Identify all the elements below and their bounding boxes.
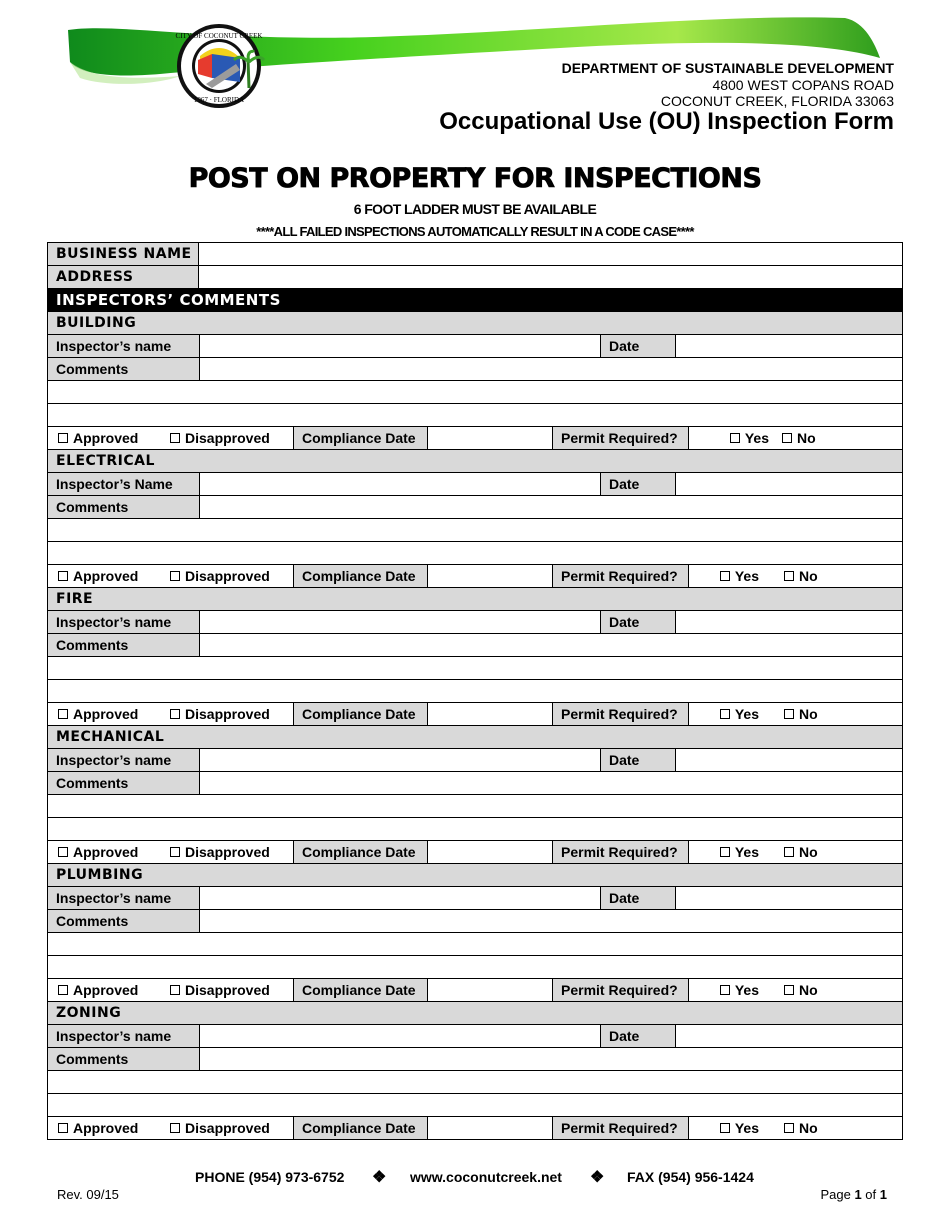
permit-yes-checkbox[interactable] xyxy=(689,427,769,449)
permit-no-checkbox[interactable] xyxy=(759,565,818,587)
checkbox-icon xyxy=(720,1123,730,1133)
section-title: ZONING xyxy=(56,1005,122,1021)
date-label: Date xyxy=(601,749,676,771)
checkbox-icon xyxy=(720,709,730,719)
section-header-fire xyxy=(48,587,902,610)
comments-line[interactable] xyxy=(48,679,902,702)
checkbox-icon xyxy=(784,847,794,857)
inspector-row xyxy=(48,1024,902,1047)
comments-label: Comments xyxy=(48,1048,200,1070)
revision-label: Rev. 09/15 xyxy=(57,1187,119,1202)
disapproved-label: Disapproved xyxy=(185,982,270,998)
disapproved-label: Disapproved xyxy=(185,844,270,860)
checkbox-icon xyxy=(170,847,180,857)
approved-label: Approved xyxy=(73,844,139,860)
disapproved-checkbox[interactable] xyxy=(160,979,294,1001)
inspector-name-label: Inspector’s name xyxy=(48,1025,200,1047)
comments-field[interactable] xyxy=(200,634,902,656)
date-field[interactable] xyxy=(676,1025,902,1047)
section-header-mechanical xyxy=(48,725,902,748)
comments-label: Comments xyxy=(48,634,200,656)
approved-checkbox[interactable] xyxy=(48,703,160,725)
status-row xyxy=(48,978,902,1001)
comments-line[interactable] xyxy=(48,932,902,955)
comments-row xyxy=(48,909,902,932)
footer-website[interactable]: www.coconutcreek.net xyxy=(410,1169,562,1185)
comments-row xyxy=(48,495,902,518)
compliance-date-label: Compliance Date xyxy=(294,841,428,863)
approved-label: Approved xyxy=(73,568,139,584)
main-title: POST ON PROPERTY FOR INSPECTIONS xyxy=(188,163,762,194)
compliance-date-label: Compliance Date xyxy=(294,427,428,449)
footer-phone: PHONE (954) 973-6752 xyxy=(195,1169,345,1185)
inspector-row xyxy=(48,886,902,909)
inspector-name-label: Inspector’s name xyxy=(48,611,200,633)
disapproved-label: Disapproved xyxy=(185,430,270,446)
address-line-1: 4800 WEST COPANS ROAD xyxy=(712,76,894,93)
checkbox-icon xyxy=(58,571,68,581)
no-label: No xyxy=(799,982,818,998)
date-field[interactable] xyxy=(676,473,902,495)
date-label: Date xyxy=(601,335,676,357)
page-of: of xyxy=(861,1187,880,1202)
inspector-name-field[interactable] xyxy=(200,473,601,495)
failed-inspection-warning: ****ALL FAILED INSPECTIONS AUTOMATICALLY RESULT IN A CODE CASE**** xyxy=(256,224,694,239)
comments-line[interactable] xyxy=(48,541,902,564)
address-field[interactable] xyxy=(199,266,902,288)
checkbox-icon xyxy=(170,709,180,719)
permit-no-checkbox[interactable] xyxy=(759,841,818,863)
compliance-date-field[interactable] xyxy=(428,841,553,863)
yes-label: Yes xyxy=(734,568,759,584)
compliance-date-field[interactable] xyxy=(428,703,553,725)
comments-line[interactable] xyxy=(48,656,902,679)
status-row xyxy=(48,840,902,863)
inspector-name-label: Inspector’s Name xyxy=(48,473,200,495)
permit-no-checkbox[interactable] xyxy=(759,979,818,1001)
business-name-label: BUSINESS NAME xyxy=(48,243,199,265)
disapproved-checkbox[interactable] xyxy=(160,1117,294,1139)
inspector-row xyxy=(48,472,902,495)
section-header-electrical xyxy=(48,449,902,472)
comments-field[interactable] xyxy=(200,910,902,932)
department-name: DEPARTMENT OF SUSTAINABLE DEVELOPMENT xyxy=(561,60,894,76)
checkbox-icon xyxy=(58,709,68,719)
inspector-row xyxy=(48,334,902,357)
comments-line[interactable] xyxy=(48,403,902,426)
comments-line[interactable] xyxy=(48,380,902,403)
comments-field[interactable] xyxy=(200,358,902,380)
date-label: Date xyxy=(601,473,676,495)
permit-required-label: Permit Required? xyxy=(553,565,689,587)
checkbox-icon xyxy=(730,433,740,443)
svg-text:CITY OF COCONUT CREEK: CITY OF COCONUT CREEK xyxy=(175,32,263,40)
address-label: ADDRESS xyxy=(48,266,199,288)
comments-label: Comments xyxy=(48,496,200,518)
permit-yes-checkbox[interactable] xyxy=(689,841,759,863)
no-label: No xyxy=(799,1120,818,1136)
comments-line[interactable] xyxy=(48,1070,902,1093)
status-row xyxy=(48,564,902,587)
yes-label: Yes xyxy=(734,844,759,860)
ladder-notice: 6 FOOT LADDER MUST BE AVAILABLE xyxy=(353,201,597,217)
section-title: BUILDING xyxy=(56,315,137,331)
section-header-building xyxy=(48,311,902,334)
date-field[interactable] xyxy=(676,887,902,909)
no-label: No xyxy=(799,568,818,584)
address-line-2: COCONUT CREEK, FLORIDA 33063 xyxy=(660,93,894,109)
checkbox-icon xyxy=(784,1123,794,1133)
disapproved-label: Disapproved xyxy=(185,706,270,722)
checkbox-icon xyxy=(170,985,180,995)
compliance-date-field[interactable] xyxy=(428,565,553,587)
checkbox-icon xyxy=(720,985,730,995)
city-seal-icon xyxy=(176,24,264,108)
status-row xyxy=(48,1116,902,1139)
inspector-name-field[interactable] xyxy=(200,335,601,357)
checkbox-icon xyxy=(170,433,180,443)
status-row xyxy=(48,426,902,449)
comments-field[interactable] xyxy=(200,496,902,518)
comments-line[interactable] xyxy=(48,794,902,817)
yes-label: Yes xyxy=(734,706,759,722)
approved-checkbox[interactable] xyxy=(48,1117,160,1139)
checkbox-icon xyxy=(784,985,794,995)
page-total: 1 xyxy=(879,1187,887,1202)
inspector-name-label: Inspector’s name xyxy=(48,887,200,909)
yes-label: Yes xyxy=(734,1120,759,1136)
status-row xyxy=(48,702,902,725)
checkbox-icon xyxy=(720,847,730,857)
inspection-form xyxy=(47,242,903,1140)
inspector-name-field[interactable] xyxy=(200,749,601,771)
page-number: 1 xyxy=(854,1187,862,1202)
section-title: ELECTRICAL xyxy=(56,453,155,469)
no-label: No xyxy=(799,706,818,722)
permit-yes-checkbox[interactable] xyxy=(689,1117,759,1139)
business-name-row xyxy=(48,243,902,265)
department-address-block xyxy=(562,60,894,110)
date-field[interactable] xyxy=(676,749,902,771)
permit-no-checkbox[interactable] xyxy=(769,427,816,449)
compliance-date-label: Compliance Date xyxy=(294,1117,428,1139)
checkbox-icon xyxy=(782,433,792,443)
checkbox-icon xyxy=(58,985,68,995)
date-label: Date xyxy=(601,887,676,909)
checkbox-icon xyxy=(58,847,68,857)
yes-label: Yes xyxy=(744,430,769,446)
inspector-name-field[interactable] xyxy=(200,887,601,909)
checkbox-icon xyxy=(720,571,730,581)
comments-field[interactable] xyxy=(200,1048,902,1070)
section-title: FIRE xyxy=(56,591,94,607)
business-name-field[interactable] xyxy=(199,243,902,265)
compliance-date-label: Compliance Date xyxy=(294,979,428,1001)
comments-line[interactable] xyxy=(48,518,902,541)
svg-text:1967 · FLORIDA: 1967 · FLORIDA xyxy=(193,96,245,104)
inspector-name-field[interactable] xyxy=(200,1025,601,1047)
approved-checkbox[interactable] xyxy=(48,565,160,587)
section-header-plumbing xyxy=(48,863,902,886)
approved-checkbox[interactable] xyxy=(48,427,160,449)
inspector-name-label: Inspector’s name xyxy=(48,335,200,357)
date-field[interactable] xyxy=(676,335,902,357)
four-diamond-icon: ❖ xyxy=(372,1169,387,1186)
approved-checkbox[interactable] xyxy=(48,841,160,863)
permit-required-label: Permit Required? xyxy=(553,1117,689,1139)
inspectors-comments-header-row xyxy=(48,288,902,311)
footer-fax: FAX (954) 956-1424 xyxy=(627,1169,754,1185)
comments-row xyxy=(48,357,902,380)
date-label: Date xyxy=(601,611,676,633)
compliance-date-field[interactable] xyxy=(428,979,553,1001)
checkbox-icon xyxy=(170,571,180,581)
permit-yes-checkbox[interactable] xyxy=(689,703,759,725)
permit-yes-checkbox[interactable] xyxy=(689,565,759,587)
compliance-date-label: Compliance Date xyxy=(294,565,428,587)
section-header-zoning xyxy=(48,1001,902,1024)
inspector-name-label: Inspector’s name xyxy=(48,749,200,771)
permit-required-label: Permit Required? xyxy=(553,427,689,449)
section-title: PLUMBING xyxy=(56,867,144,883)
section-title: MECHANICAL xyxy=(56,729,165,745)
no-label: No xyxy=(797,430,816,446)
no-label: No xyxy=(799,844,818,860)
permit-no-checkbox[interactable] xyxy=(759,1117,818,1139)
compliance-date-field[interactable] xyxy=(428,1117,553,1139)
disapproved-checkbox[interactable] xyxy=(160,703,294,725)
permit-yes-checkbox[interactable] xyxy=(689,979,759,1001)
inspector-name-field[interactable] xyxy=(200,611,601,633)
yes-label: Yes xyxy=(734,982,759,998)
comments-label: Comments xyxy=(48,910,200,932)
date-field[interactable] xyxy=(676,611,902,633)
inspector-row xyxy=(48,610,902,633)
approved-label: Approved xyxy=(73,1120,139,1136)
checkbox-icon xyxy=(58,433,68,443)
page-prefix: Page xyxy=(820,1187,855,1202)
comments-line[interactable] xyxy=(48,955,902,978)
disapproved-label: Disapproved xyxy=(185,568,270,584)
permit-required-label: Permit Required? xyxy=(553,841,689,863)
comments-row xyxy=(48,1047,902,1070)
comments-row xyxy=(48,771,902,794)
approved-checkbox[interactable] xyxy=(48,979,160,1001)
permit-required-label: Permit Required? xyxy=(553,703,689,725)
date-label: Date xyxy=(601,1025,676,1047)
four-diamond-icon: ❖ xyxy=(590,1169,605,1186)
checkbox-icon xyxy=(784,571,794,581)
checkbox-icon xyxy=(58,1123,68,1133)
form-title: Occupational Use (OU) Inspection Form xyxy=(439,108,894,135)
page-indicator xyxy=(820,1187,887,1202)
disapproved-checkbox[interactable] xyxy=(160,841,294,863)
comments-label: Comments xyxy=(48,358,200,380)
comments-line[interactable] xyxy=(48,1093,902,1116)
approved-label: Approved xyxy=(73,430,139,446)
comments-label: Comments xyxy=(48,772,200,794)
comments-line[interactable] xyxy=(48,817,902,840)
disapproved-checkbox[interactable] xyxy=(160,427,294,449)
inspector-row xyxy=(48,748,902,771)
comments-row xyxy=(48,633,902,656)
approved-label: Approved xyxy=(73,706,139,722)
compliance-date-label: Compliance Date xyxy=(294,703,428,725)
checkbox-icon xyxy=(170,1123,180,1133)
disapproved-checkbox[interactable] xyxy=(160,565,294,587)
inspectors-comments-header: INSPECTORS’ COMMENTS xyxy=(48,289,902,311)
compliance-date-field[interactable] xyxy=(428,427,553,449)
permit-no-checkbox[interactable] xyxy=(759,703,818,725)
permit-required-label: Permit Required? xyxy=(553,979,689,1001)
comments-field[interactable] xyxy=(200,772,902,794)
checkbox-icon xyxy=(784,709,794,719)
address-row xyxy=(48,265,902,288)
approved-label: Approved xyxy=(73,982,139,998)
disapproved-label: Disapproved xyxy=(185,1120,270,1136)
